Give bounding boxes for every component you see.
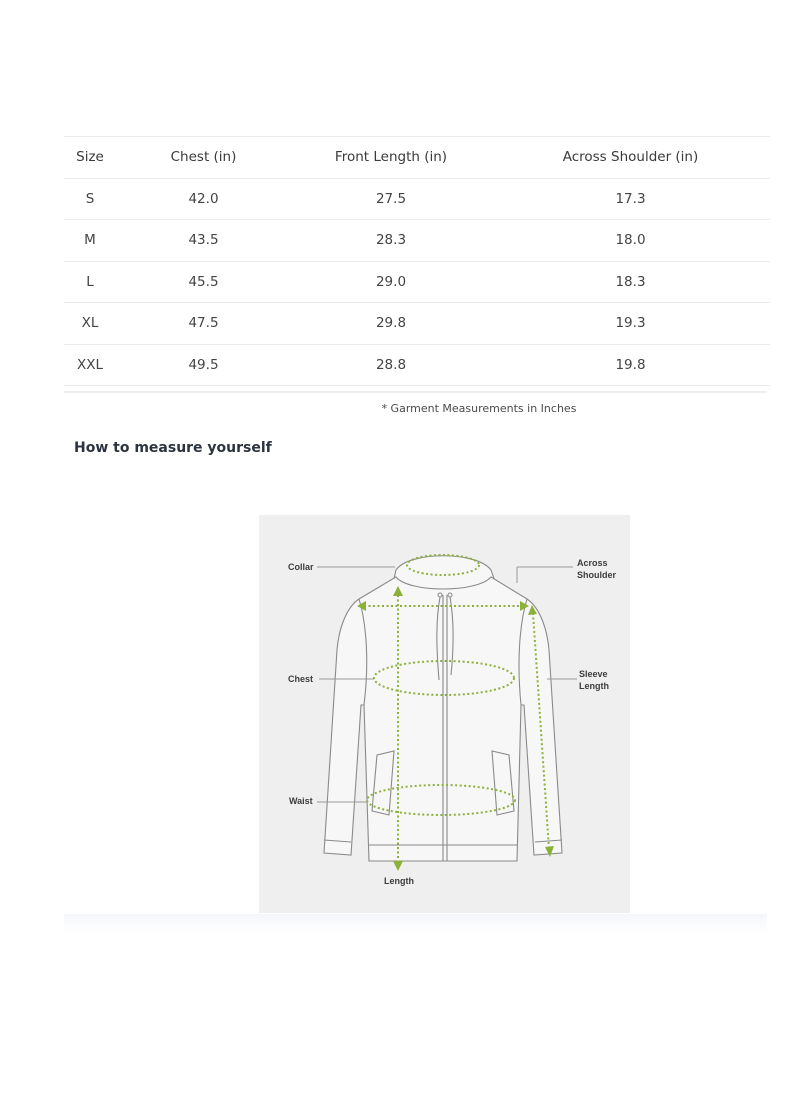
header-front-length: Front Length (in) [334, 149, 448, 166]
table-row [64, 220, 770, 262]
table-bottom-divider [64, 391, 767, 393]
cell-size: L [86, 273, 94, 290]
cell-front-length: 28.3 [375, 232, 407, 249]
label-length: Length [384, 876, 414, 886]
cell-across-shoulder: 19.8 [615, 356, 646, 373]
label-across-shoulder-line2: Shoulder [577, 570, 617, 580]
table-row [64, 261, 770, 303]
cell-chest: 45.5 [188, 273, 219, 290]
header-size: Size [76, 149, 104, 166]
label-collar: Collar [288, 562, 314, 572]
cell-across-shoulder: 18.3 [615, 273, 646, 290]
hoodie-diagram-icon [259, 515, 630, 913]
cell-front-length: 28.8 [375, 356, 407, 373]
header-chest: Chest (in) [170, 149, 237, 166]
cell-across-shoulder: 19.3 [615, 315, 646, 332]
cell-chest: 43.5 [188, 232, 219, 249]
label-waist: Waist [289, 796, 313, 806]
label-chest: Chest [288, 674, 314, 684]
cell-size: M [84, 232, 96, 249]
measurement-note: * Garment Measurements in Inches [381, 402, 577, 415]
cell-across-shoulder: 17.3 [615, 190, 646, 207]
section-bottom-divider [64, 914, 767, 934]
cell-size: XXL [76, 356, 104, 373]
cell-size: XL [81, 315, 99, 332]
cell-front-length: 29.8 [375, 315, 407, 332]
cell-chest: 47.5 [188, 315, 219, 332]
table-header-row [64, 137, 770, 179]
size-chart-table [64, 136, 770, 386]
table-row [64, 178, 770, 220]
cell-across-shoulder: 18.0 [615, 232, 646, 249]
table-row [64, 344, 770, 386]
cell-front-length: 27.5 [375, 190, 407, 207]
cell-size: S [85, 190, 95, 207]
section-heading: How to measure yourself [74, 440, 272, 456]
label-sleeve-length-line2: Length [579, 681, 609, 691]
header-across-shoulder: Across Shoulder (in) [562, 149, 699, 166]
label-sleeve-length-line1: Sleeve [579, 669, 608, 679]
cell-chest: 49.5 [188, 356, 219, 373]
measurement-diagram [259, 515, 630, 913]
label-across-shoulder-line1: Across [577, 558, 608, 568]
cell-chest: 42.0 [188, 190, 219, 207]
table-row [64, 303, 770, 345]
cell-front-length: 29.0 [375, 273, 407, 290]
